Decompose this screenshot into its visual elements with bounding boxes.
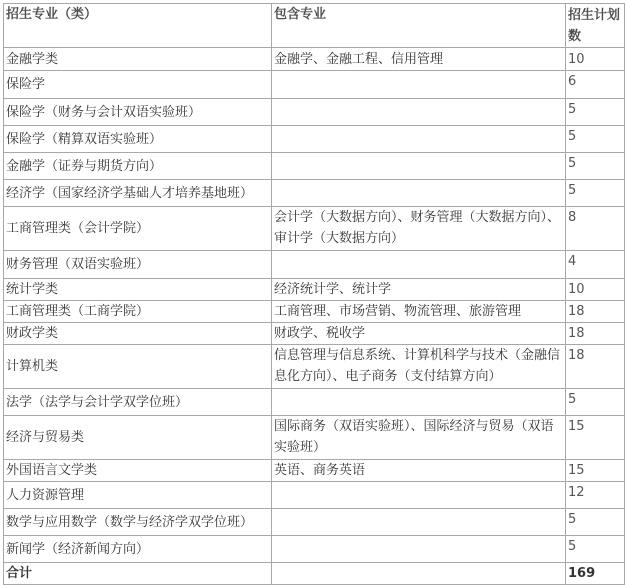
major-cell: 计算机类	[4, 345, 272, 389]
table-row	[4, 71, 625, 99]
table-row	[4, 482, 625, 509]
table-row	[4, 323, 625, 345]
table-row	[4, 345, 625, 389]
table-row	[4, 509, 625, 536]
includes-cell	[272, 536, 566, 563]
header-row	[4, 4, 625, 48]
includes-cell	[272, 389, 566, 416]
includes-cell: 国际商务（双语实验班）、国际经济与贸易（双语实验班）	[272, 416, 566, 460]
major-cell: 外国语言文学类	[4, 460, 272, 482]
count-cell: 10	[566, 279, 625, 301]
table-row	[4, 279, 625, 301]
table-row	[4, 460, 625, 482]
count-cell: 5	[566, 509, 625, 536]
major-cell: 新闻学（经济新闻方向）	[4, 536, 272, 563]
table-row	[4, 180, 625, 207]
header-includes: 包含专业	[272, 4, 566, 48]
count-cell: 5	[566, 180, 625, 207]
includes-cell	[272, 482, 566, 509]
count-cell: 10	[566, 48, 625, 71]
count-cell: 4	[566, 251, 625, 279]
major-cell: 经济与贸易类	[4, 416, 272, 460]
total-empty-cell	[272, 563, 566, 585]
includes-cell	[272, 126, 566, 153]
table-row	[4, 207, 625, 251]
major-cell: 金融学（证券与期货方向）	[4, 153, 272, 180]
includes-cell	[272, 153, 566, 180]
includes-cell: 金融学、金融工程、信用管理	[272, 48, 566, 71]
includes-cell: 工商管理、市场营销、物流管理、旅游管理	[272, 301, 566, 323]
major-cell: 金融学类	[4, 48, 272, 71]
count-cell: 5	[566, 389, 625, 416]
count-cell: 5	[566, 536, 625, 563]
count-cell: 5	[566, 99, 625, 126]
table-row	[4, 416, 625, 460]
enrollment-plan-table	[3, 3, 625, 585]
table-row	[4, 153, 625, 180]
total-row	[4, 563, 625, 585]
major-cell: 工商管理类（工商学院）	[4, 301, 272, 323]
header-count: 招生计划数	[566, 4, 625, 48]
table-row	[4, 251, 625, 279]
includes-cell: 经济统计学、统计学	[272, 279, 566, 301]
count-cell: 15	[566, 460, 625, 482]
major-cell: 财政学类	[4, 323, 272, 345]
table-row	[4, 301, 625, 323]
includes-cell	[272, 71, 566, 99]
count-cell: 6	[566, 71, 625, 99]
includes-cell: 会计学（大数据方向）、财务管理（大数据方向）、审计学（大数据方向）	[272, 207, 566, 251]
count-cell: 8	[566, 207, 625, 251]
table-row	[4, 126, 625, 153]
major-cell: 工商管理类（会计学院）	[4, 207, 272, 251]
count-cell: 12	[566, 482, 625, 509]
count-cell: 18	[566, 323, 625, 345]
count-cell: 18	[566, 345, 625, 389]
header-major: 招生专业（类）	[4, 4, 272, 48]
includes-cell: 英语、商务英语	[272, 460, 566, 482]
table-row	[4, 48, 625, 71]
includes-cell: 财政学、税收学	[272, 323, 566, 345]
table-row	[4, 536, 625, 563]
includes-cell	[272, 251, 566, 279]
major-cell: 经济学（国家经济学基础人才培养基地班）	[4, 180, 272, 207]
major-cell: 保险学（精算双语实验班）	[4, 126, 272, 153]
includes-cell	[272, 180, 566, 207]
table-row	[4, 389, 625, 416]
includes-cell: 信息管理与信息系统、计算机科学与技术（金融信息化方向）、电子商务（支付结算方向）	[272, 345, 566, 389]
major-cell: 保险学（财务与会计双语实验班）	[4, 99, 272, 126]
count-cell: 5	[566, 153, 625, 180]
count-cell: 18	[566, 301, 625, 323]
total-value: 169	[566, 563, 625, 585]
table-row	[4, 99, 625, 126]
includes-cell	[272, 509, 566, 536]
count-cell: 5	[566, 126, 625, 153]
major-cell: 保险学	[4, 71, 272, 99]
major-cell: 法学（法学与会计学双学位班）	[4, 389, 272, 416]
major-cell: 数学与应用数学（数学与经济学双学位班）	[4, 509, 272, 536]
major-cell: 财务管理（双语实验班）	[4, 251, 272, 279]
count-cell: 15	[566, 416, 625, 460]
major-cell: 人力资源管理	[4, 482, 272, 509]
major-cell: 统计学类	[4, 279, 272, 301]
includes-cell	[272, 99, 566, 126]
total-label: 合计	[4, 563, 272, 585]
